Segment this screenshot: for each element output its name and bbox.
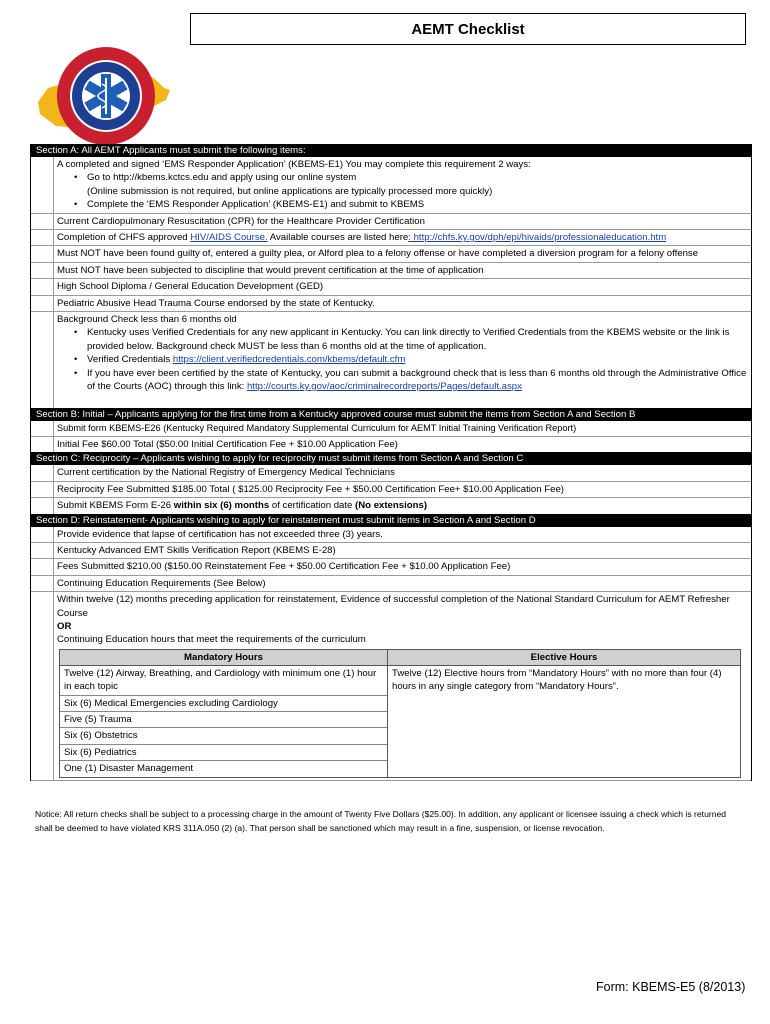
checklist-row: Kentucky Advanced EMT Skills Verification Report (KBEMS E-28) bbox=[31, 543, 751, 559]
mandatory-hours-item: Five (5) Trauma bbox=[60, 712, 387, 728]
kbems-logo bbox=[36, 44, 174, 146]
check-box[interactable] bbox=[31, 592, 54, 779]
checklist-row: Continuing Education Requirements (See Below) bbox=[31, 576, 751, 592]
check-box[interactable] bbox=[31, 312, 54, 407]
hiv-aids-course-link[interactable]: HIV/AIDS Course. bbox=[190, 232, 268, 244]
section-a-header: Section A: All AEMT Applicants must submit the following items: bbox=[31, 144, 751, 157]
check-box[interactable] bbox=[31, 263, 54, 278]
check-box[interactable] bbox=[31, 279, 54, 294]
checklist-row: Background Check less than 6 months old • Kentucky uses Verified Credentials for any new applicant in Kentucky. You can link directly to Verified Credentials from the KBEMS website or the link is provided below. Background check MUST be less than 6 months old at the time of application. • Verified Credentials https://client.verifiedcredentials.com/kbems/default.cfm • If you have ever been certified by the state of Kentucky, you can submit a background check that is less than 6 months old through the Administrative Office of the Courts (AOC) through this link: http://courts.ky.gov/aoc/criminalrecordreports/Pages/default.aspx bbox=[31, 312, 751, 407]
elective-hours-text: Twelve (12) Elective hours from “Mandatory Hours” with no more than four (4) hours in any single category from “Mandatory Hours”. bbox=[392, 667, 722, 693]
check-box[interactable] bbox=[31, 527, 54, 542]
continuing-education-table bbox=[59, 649, 741, 778]
checklist-row: Must NOT have been subjected to discipline that would prevent certification at the time of application bbox=[31, 263, 751, 279]
checklist-form bbox=[30, 144, 752, 781]
checklist-row: A completed and signed ‘EMS Responder Application’ (KBEMS-E1) You may complete this requirement 2 ways: • Go to http://kbems.kctcs.edu and apply using our online system (Online submission is not required, but online applications are typically processed more quickly) • Complete the ‘EMS Responder Application’ (KBEMS-E1) and submit to KBEMS bbox=[31, 157, 751, 214]
verified-credentials-link[interactable]: https://client.verifiedcredentials.com/kbems/default.cfm bbox=[172, 354, 406, 366]
checklist-row: High School Diploma / General Education Development (GED) bbox=[31, 279, 751, 295]
check-box[interactable] bbox=[31, 559, 54, 574]
elective-hours-header: Elective Hours bbox=[530, 651, 598, 663]
mandatory-hours-item: Six (6) Medical Emergencies excluding Cardiology bbox=[60, 696, 387, 712]
checklist-row: Current Cardiopulmonary Resuscitation (CPR) for the Healthcare Provider Certification bbox=[31, 214, 751, 230]
mandatory-hours-item: One (1) Disaster Management bbox=[64, 763, 194, 775]
page-title: AEMT Checklist bbox=[190, 13, 746, 45]
mandatory-hours-item: Six (6) Obstetrics bbox=[60, 728, 387, 744]
section-c-header: Section C: Reciprocity – Applicants wishing to apply for reciprocity must submit items from Section A and Section C bbox=[31, 452, 751, 465]
checklist-row: Completion of CHFS approved HIV/AIDS Course. Available courses are listed here: http://chfs.ky.gov/dph/epi/hivaids/professionaleducation.htm bbox=[31, 230, 751, 246]
checklist-row: Submit form KBEMS-E26 (Kentucky Required Mandatory Supplemental Curriculum for AEMT Initial Training Verification Report) bbox=[31, 421, 751, 437]
checklist-row: Within twelve (12) months preceding application for reinstatement, Evidence of successful completion of the National Standard Curriculum for AEMT Refresher Course OR Continuing Education hours that meet the requirements of the curriculum Mandatory Hours Elective Hours Twelve (12) Airway, Breathing, and Cardiology with minimum one (1) hour in each topic Six (6) Medical Emergencies excluding Cardiology Five (5) Trauma Six (6) Obstetrics Six (6) Pediatrics One (1) Disaster Management Twelve (12) Elective hours from “Mandatory Hours” with no more than four (4) hours in any single category from “Mandatory Hours”. bbox=[31, 592, 751, 780]
check-box[interactable] bbox=[31, 437, 54, 452]
check-box[interactable] bbox=[31, 543, 54, 558]
form-number: Form: KBEMS-E5 (8/2013) bbox=[596, 980, 746, 994]
check-box[interactable] bbox=[31, 296, 54, 311]
checklist-row: Provide evidence that lapse of certification has not exceeded three (3) years. bbox=[31, 527, 751, 543]
checklist-row: Must NOT have been found guilty of, entered a guilty plea, or Alford plea to a felony offense or have completed a diversion program for a felony offense bbox=[31, 246, 751, 262]
mandatory-hours-header: Mandatory Hours bbox=[60, 650, 388, 665]
checklist-row: Pediatric Abusive Head Trauma Course endorsed by the state of Kentucky. bbox=[31, 296, 751, 312]
check-box[interactable] bbox=[31, 421, 54, 436]
check-box[interactable] bbox=[31, 498, 54, 513]
check-box[interactable] bbox=[31, 482, 54, 497]
check-box[interactable] bbox=[31, 157, 54, 213]
checklist-row: Reciprocity Fee Submitted $185.00 Total ( $125.00 Reciprocity Fee + $50.00 Certification Fee+ $10.00 Application Fee) bbox=[31, 482, 751, 498]
check-box[interactable] bbox=[31, 465, 54, 480]
checklist-row: Fees Submitted $210.00 ($150.00 Reinstatement Fee + $50.00 Certification Fee + $10.00 Application Fee) bbox=[31, 559, 751, 575]
check-box[interactable] bbox=[31, 230, 54, 245]
checklist-row: Current certification by the National Registry of Emergency Medical Technicians bbox=[31, 465, 751, 481]
section-b-header: Section B: Initial – Applicants applying for the first time from a Kentucky approved course must submit the items from Section A and Section B bbox=[31, 408, 751, 421]
check-box[interactable] bbox=[31, 576, 54, 591]
aoc-criminal-records-link[interactable]: http://courts.ky.gov/aoc/criminalrecordreports/Pages/default.aspx bbox=[246, 381, 522, 393]
checklist-row: Initial Fee $60.00 Total ($50.00 Initial Certification Fee + $10.00 Application Fee) bbox=[31, 437, 751, 452]
mandatory-hours-item: Twelve (12) Airway, Breathing, and Cardiology with minimum one (1) hour in each topic bbox=[60, 666, 387, 696]
check-box[interactable] bbox=[31, 246, 54, 261]
check-box[interactable] bbox=[31, 214, 54, 229]
section-d-header: Section D: Reinstatement- Applicants wishing to apply for reinstatement must submit items in Section A and Section D bbox=[31, 514, 751, 527]
chfs-course-link[interactable]: : http://chfs.ky.gov/dph/epi/hivaids/professionaleducation.htm bbox=[408, 232, 667, 244]
return-check-notice: Notice: All return checks shall be subject to a processing charge in the amount of Twenty Five Dollars ($25.00). In addition, any applicant or licensee issuing a check which is returned shall be deemed to have violated KRS 311A.050 (2) (a). That person shall be sanctioned which may result in a fine, suspension, or license revocation. bbox=[35, 809, 727, 833]
mandatory-hours-item: Six (6) Pediatrics bbox=[60, 745, 387, 761]
checklist-row: Submit KBEMS Form E-26 within six (6) months of certification date (No extensions) bbox=[31, 498, 751, 513]
